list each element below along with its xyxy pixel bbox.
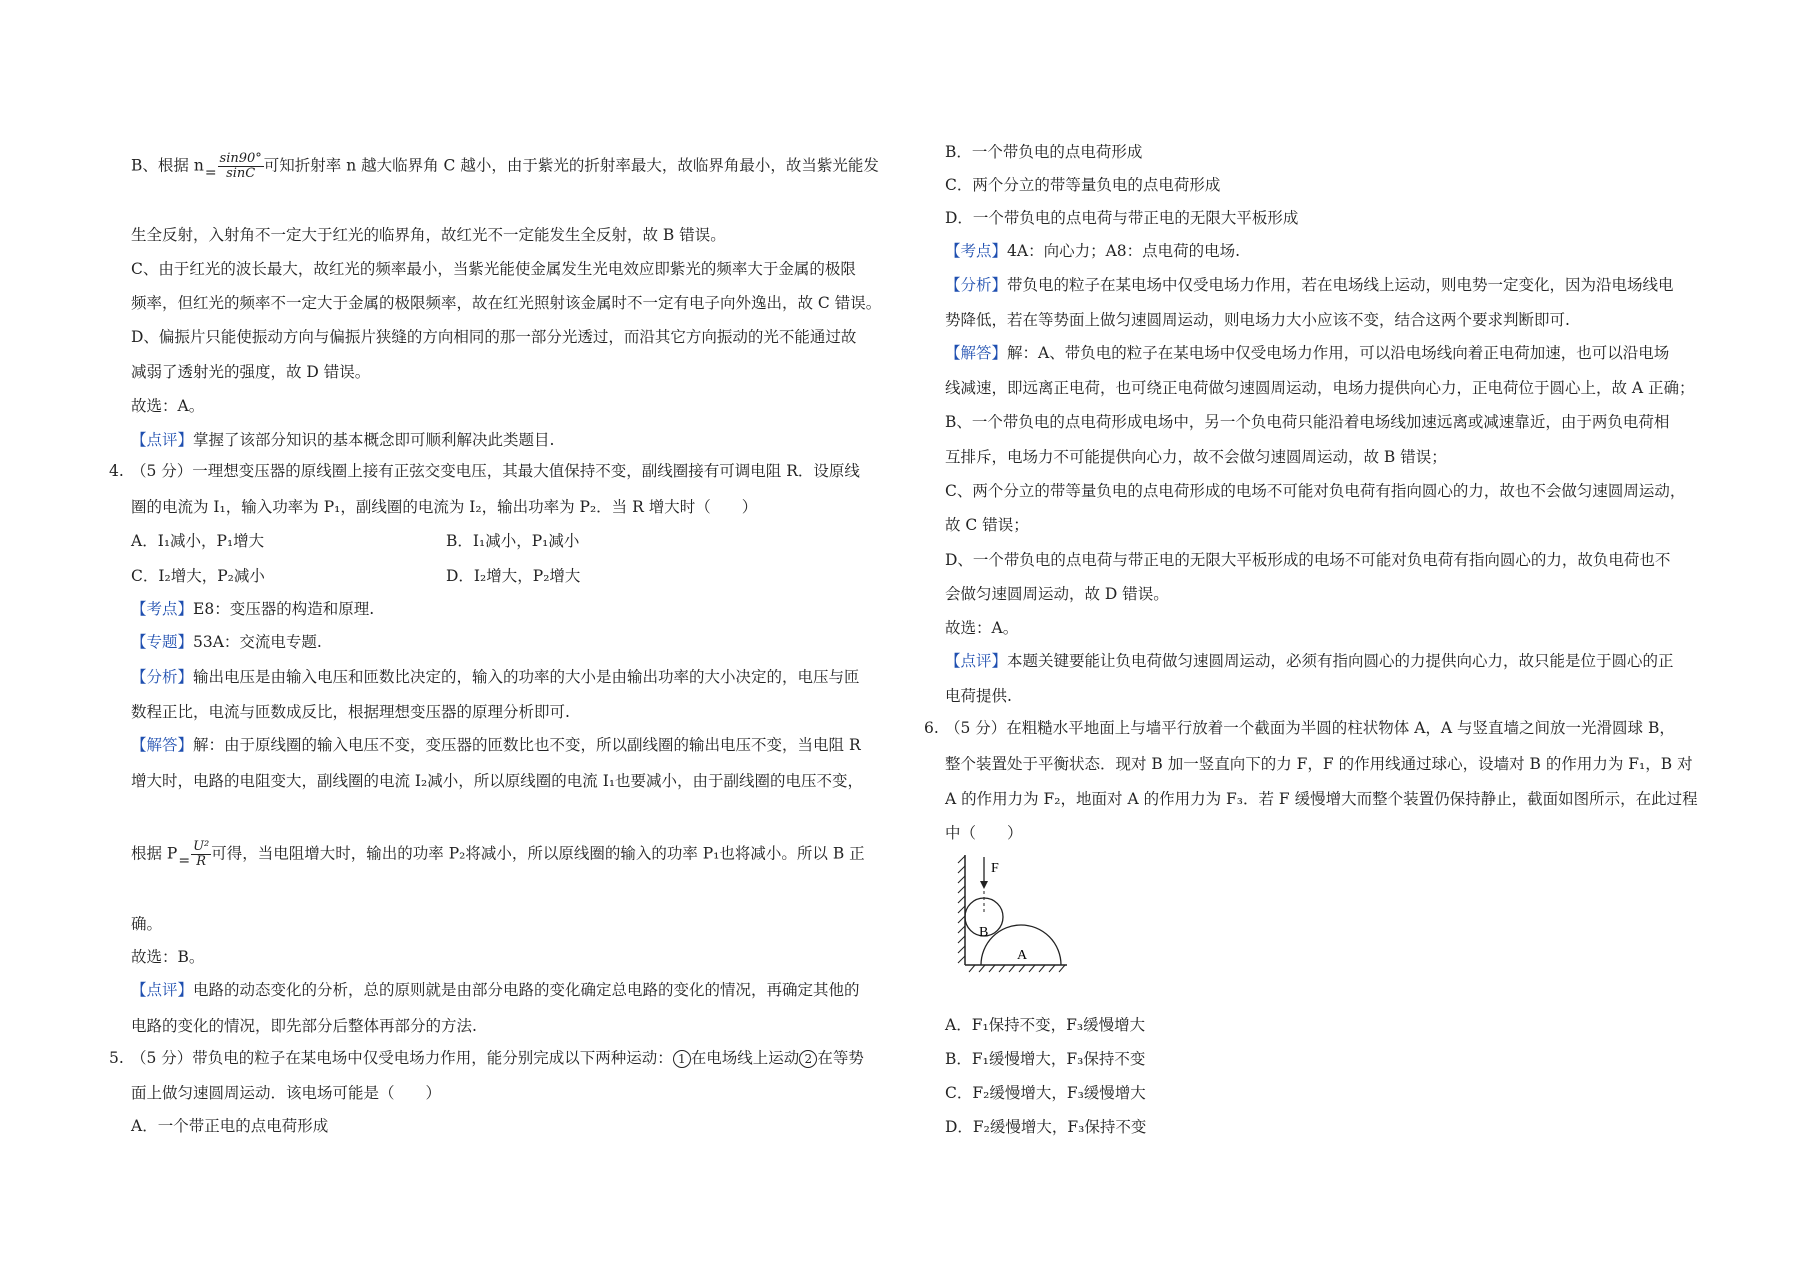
numerator: sin90°: [219, 151, 262, 166]
line: 数程正比，电流与匝数成反比，根据理想变压器的原理分析即可.: [131, 703, 570, 721]
option-a: A．I₁减小，P₁增大: [131, 532, 265, 550]
label-b: B: [979, 925, 989, 940]
text: 在电场线上运动: [690, 1049, 800, 1067]
text: 可知折射率 n 越大临界角 C 越小，由于紫光的折射率最大，故临界角最小，故当紫光能发: [263, 156, 879, 175]
fenxi-tag: 【分析】: [945, 276, 1008, 294]
label-a: A: [1017, 948, 1028, 963]
option-b: B．一个带负电的点电荷形成: [945, 143, 1143, 161]
denominator: R: [196, 854, 207, 869]
line: 生全反射，入射角不一定大于红光的临界角，故红光不一定能发生全反射，故 B 错误。: [131, 226, 726, 244]
question-5-stem: [131, 1048, 864, 1068]
line: C、两个分立的带等量负电的点电荷形成的电场不可能对负电荷有指向圆心的力，故也不会做匀速圆周运动，: [945, 482, 1686, 500]
comment-tag: 【点评】: [131, 431, 194, 449]
line: B、一个带负电的点电荷形成电场中，另一个负电荷只能沿着电场线加速远离或减速靠近，由于两负电荷相: [945, 413, 1670, 431]
comment-tag: 【点评】: [945, 652, 1008, 670]
fenxi-line: [131, 667, 860, 687]
option-c: C．I₂增大，P₂减小: [131, 567, 265, 585]
question-4-stem-2: 圈的电流为 I₁，输入功率为 P₁，副线圈的电流为 I₂，输出功率为 P₂．当 R 增大时（ ）: [131, 498, 758, 516]
jieda-tag: 【解答】: [945, 344, 1008, 362]
line: 电荷提供.: [945, 687, 1012, 705]
force-arrowhead: [980, 881, 988, 889]
circled-two: 2: [799, 1050, 817, 1068]
denominator: sinC: [226, 166, 256, 181]
text: 掌握了该部分知识的基本概念即可顺利解决此类题目.: [193, 431, 555, 449]
text: 4A：向心力；A8：点电荷的电场.: [1007, 242, 1241, 260]
question-6-stem-4: 中（ ）: [945, 824, 1023, 842]
text: 解：A、带负电的粒子在某电场中仅受电场力作用，可以沿电场线向着正电荷加速，也可以沿电场: [1007, 344, 1670, 362]
wall-hatching: [958, 856, 965, 963]
line: 会做匀速圆周运动，故 D 错误。: [945, 585, 1169, 603]
text: （5 分）带负电的粒子在某电场中仅受电场力作用，能分别完成以下两种运动：: [131, 1049, 673, 1067]
text: 可得，当电阻增大时，输出的功率 P₂将减小，所以原线圈的输入的功率 P₁也将减小。所以 B 正: [211, 844, 865, 863]
option-d: D．F₂缓慢增大，F₃保持不变: [945, 1118, 1147, 1136]
fenxi-line: [945, 275, 1674, 295]
fraction: [218, 152, 264, 181]
line: D、一个带负电的点电荷与带正电的无限大平板形成的电场不可能对负电荷有指向圆心的力，故负电荷也不: [945, 551, 1671, 569]
text: 在等势: [817, 1049, 864, 1067]
kaodian-tag: 【考点】: [945, 242, 1008, 260]
line: 确。: [131, 915, 163, 933]
option-b: B．I₁减小，P₁减小: [446, 532, 580, 550]
label-f: F: [991, 861, 999, 876]
line: 频率，但红光的频率不一定大于金属的极限频率，故在红光照射该金属时不一定有电子向外逸出，故 C 错误。: [131, 294, 882, 312]
comment-line: [131, 430, 554, 450]
line: D、偏振片只能使振动方向与偏振片狭缝的方向相同的那一部分光透过，而沿其它方向振动的光不能通过故: [131, 328, 857, 346]
line: 故 C 错误；: [945, 516, 1029, 534]
comment-line: [945, 651, 1674, 671]
text: 输出电压是由输入电压和匝数比决定的，输入的功率的大小是由输出功率的大小决定的，电压与匝: [193, 668, 860, 686]
physics-figure: [955, 855, 1070, 975]
option-b: B．F₁缓慢增大，F₃保持不变: [945, 1050, 1146, 1068]
option-a: A．F₁保持不变，F₃缓慢增大: [945, 1016, 1146, 1034]
line: 增大时，电路的电阻变大，副线圈的电流 I₂减小，所以原线圈的电流 I₁也要减小，由于副线圈的电压不变，: [131, 772, 864, 790]
question-6-stem-2: 整个装置处于平衡状态．现对 B 加一竖直向下的力 F，F 的作用线通过球心，设墙对 B 的作用力为 F₁，B 对: [945, 755, 1693, 773]
line: 互排斥，电场力不可能提供向心力，故不会做匀速圆周运动，故 B 错误；: [945, 448, 1447, 466]
line: 电路的变化的情况，即先部分后整体再部分的方法.: [131, 1017, 477, 1035]
text: 解：由于原线圈的输入电压不变，变压器的匝数比也不变，所以副线圈的输出电压不变，当电阻 R: [193, 736, 861, 754]
kaodian-line: [131, 599, 374, 619]
jieda-line: [945, 343, 1669, 363]
option-d: D．一个带负电的点电荷与带正电的无限大平板形成: [945, 209, 1299, 227]
answer-line: 故选：B。: [131, 948, 205, 966]
question-6-stem: （5 分）在粗糙水平地面上与墙平行放着一个截面为半圆的柱状物体 A，A 与竖直墙之间放一光滑圆球 B，: [945, 719, 1675, 737]
text: 带负电的粒子在某电场中仅受电场力作用，若在电场线上运动，则电势一定变化，因为沿电场线电: [1007, 276, 1674, 294]
option-d: D．I₂增大，P₂增大: [446, 567, 581, 585]
ground-hatching: [969, 965, 1065, 972]
fenxi-tag: 【分析】: [131, 668, 194, 686]
text: E8：变压器的构造和原理.: [193, 600, 375, 618]
line: 减弱了透射光的强度，故 D 错误。: [131, 363, 371, 381]
answer-line: 故选：A。: [945, 619, 1019, 637]
question-number: 5.: [109, 1049, 124, 1067]
line-power-formula: 根据 P= $\frac{\text{U²}}{R}$ 可得，当电阻增大时，输出的功率 P₂将减小，所以原线圈的输入的功率 P₁也将减小。所以 B 正: [131, 839, 865, 869]
text: 电路的动态变化的分析，总的原则就是由部分电路的变化确定总电路的变化的情况，再确定其他的: [193, 981, 860, 999]
kaodian-line: [945, 241, 1240, 261]
question-number: 6.: [924, 719, 939, 737]
text: 53A：交流电专题.: [193, 633, 322, 651]
answer-line: 故选：A。: [131, 397, 205, 415]
comment-tag: 【点评】: [131, 981, 194, 999]
line: C、由于红光的波长最大，故红光的频率最小，当紫光能使金属发生光电效应即紫光的频率大于金属的极限: [131, 260, 856, 278]
option-c: C．两个分立的带等量负电的点电荷形成: [945, 176, 1221, 194]
question-number: 4.: [109, 462, 124, 480]
text: 根据 P: [131, 844, 178, 863]
line-b-refraction: B、根据 n= $\frac{\sin 90^\circ}{\sin C}$ 可知折射率 n 越大临界角 C 越小，由于紫光的折射率最大，故临界角最小，故当紫光能发: [131, 151, 879, 181]
zhuanti-tag: 【专题】: [131, 633, 194, 651]
text: 本题关键要能让负电荷做匀速圆周运动，必须有指向圆心的力提供向心力，故只能是位于圆心的正: [1007, 652, 1674, 670]
jieda-line: [131, 735, 861, 755]
line: 势降低，若在等势面上做匀速圆周运动，则电场力大小应该不变，结合这两个要求判断即可.: [945, 311, 1570, 329]
option-c: C．F₂缓慢增大，F₃缓慢增大: [945, 1084, 1146, 1102]
option-a: A．一个带正电的点电荷形成: [131, 1117, 329, 1135]
text: B、根据 n: [131, 156, 204, 175]
zhuanti-line: [131, 632, 322, 652]
question-4-stem: （5 分）一理想变压器的原线圈上接有正弦交变电压，其最大值保持不变，副线圈接有可调电阻 R．设原线: [131, 462, 860, 480]
numerator: U²: [193, 839, 210, 854]
question-5-stem-2: 面上做匀速圆周运动．该电场可能是（ ）: [131, 1084, 442, 1102]
line: 线减速，即远离正电荷，也可绕正电荷做匀速圆周运动，电场力提供向心力，正电荷位于圆心上，故 A 正确；: [945, 379, 1695, 397]
jieda-tag: 【解答】: [131, 736, 194, 754]
circled-one: 1: [673, 1050, 691, 1068]
question-6-stem-3: A 的作用力为 F₂，地面对 A 的作用力为 F₃．若 F 缓慢增大而整个装置仍保持静止，截面如图所示，在此过程: [945, 790, 1698, 808]
kaodian-tag: 【考点】: [131, 600, 194, 618]
fraction: [191, 840, 211, 869]
comment-line: [131, 980, 860, 1000]
